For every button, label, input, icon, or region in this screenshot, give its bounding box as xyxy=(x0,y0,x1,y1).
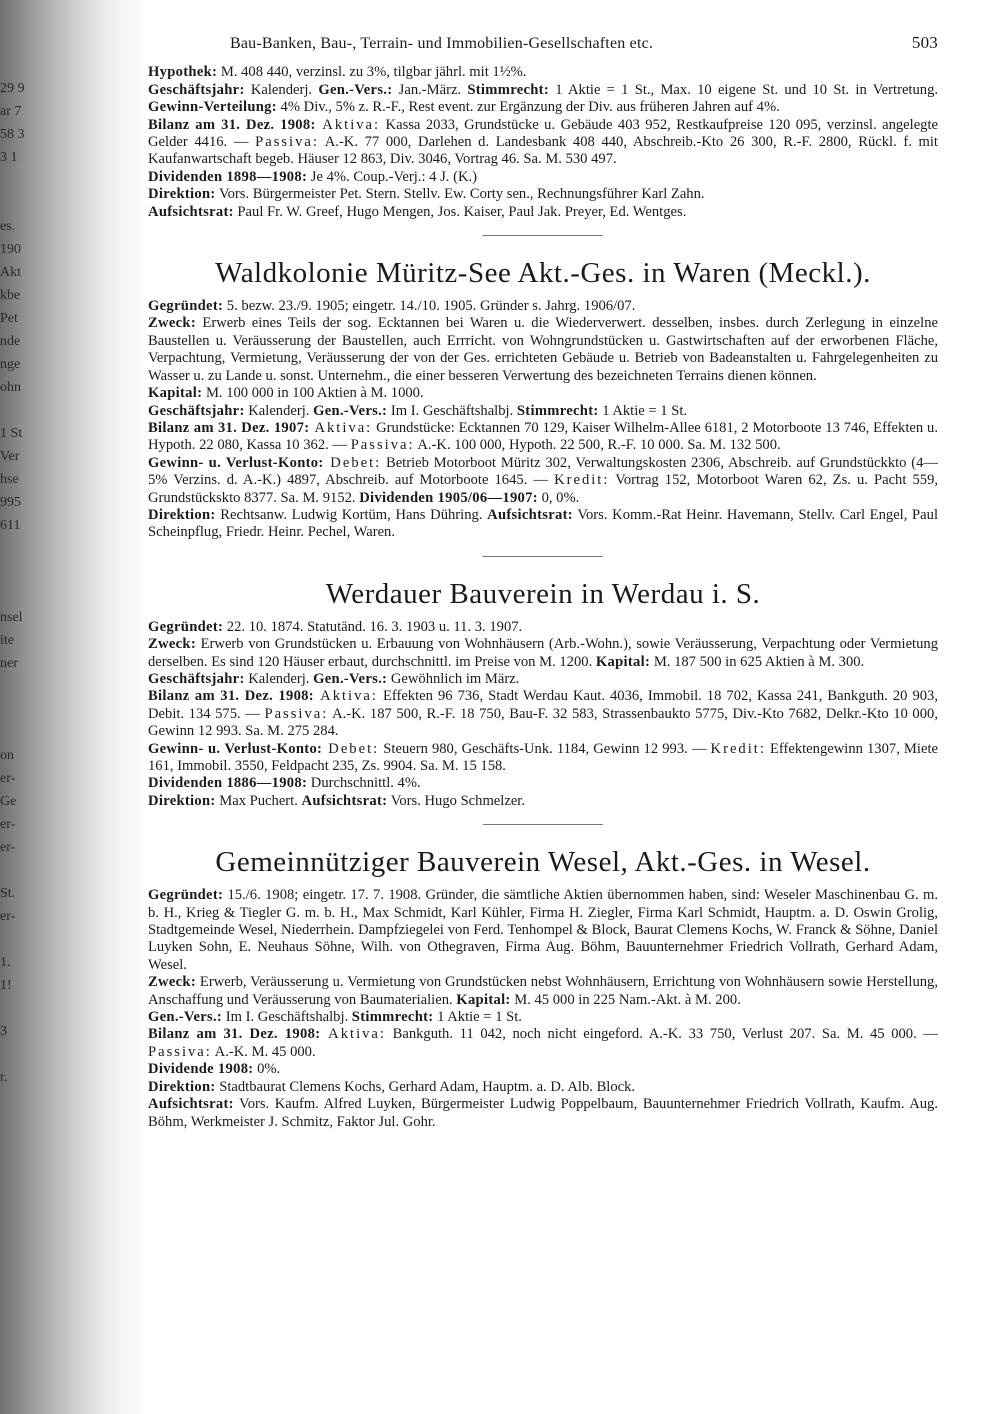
prev-page-fragment xyxy=(0,172,44,195)
field-label: Zweck: xyxy=(148,636,197,653)
prev-page-fragment: 190 xyxy=(0,242,21,257)
section-divider xyxy=(483,824,603,825)
spaced-label: Passiva: xyxy=(350,437,415,454)
prev-page-fragment: nde xyxy=(0,334,21,349)
section-divider xyxy=(483,556,603,557)
prev-page-fragment: ar 7 xyxy=(0,104,22,119)
prev-page-fragment: ite xyxy=(0,633,14,648)
prev-page-fragment xyxy=(0,701,44,724)
prev-page-fragment xyxy=(0,1046,44,1069)
prev-page-fragment xyxy=(0,1092,44,1115)
entry-paragraph xyxy=(148,385,938,402)
paragraph-text: Max Puchert. xyxy=(215,792,302,809)
prev-page-fragment xyxy=(0,540,44,563)
paragraph-text: Betrieb Motorboot Müritz 302, Verwaltungskosten 2306, Abschreib. auf Grundstückkto (4—5% Verzins. d. A.-K.) 4897, Abschreib. auf Motorboote 1645. — xyxy=(148,454,938,489)
paragraph-text: Gewöhnlich im März. xyxy=(387,670,520,687)
field-label: Kapital: xyxy=(595,653,651,670)
paragraph-text: Kassa 2033, Grundstücke u. Gebäude 403 952, Restkaufpreise 120 095, verzinsl. angelegte Gelder 4416. — xyxy=(148,116,938,151)
prev-page-fragment xyxy=(0,931,44,954)
paragraph-text: Vors. Kaufm. Alfred Luyken, Bürgermeister Ludwig Poppelbaum, Bauunternehmer Friedrich Vollrath, Kaufm. Aug. Böhm, Werkmeister J. Schmitz, Faktor Jul. Gohr. xyxy=(148,1096,938,1130)
paragraph-text: Erwerb eines Teils der sog. Ecktannen bei Waren u. die Wiederverwert. desselben, insbes. durch Zerlegung in einzelne Baustellen u. Veräusserung der Baustellen, auch Errricht. von Wohngrundstücken u. Gastwirtschaften auf der erworbenen Fläche, Verpachtung, Vermietung, Veräusserung der von der Ges. errichteten Gebäude u. Betrieb von Badeanstalten u. Fahrgelegenheiten zu Wasser u. zu Lande u. sonst. Unternehm., die einer besseren Verwertung des bezeichneten Terrains dienen können. xyxy=(148,315,938,384)
paragraph-text: Paul Fr. W. Greef, Hugo Mengen, Jos. Kaiser, Paul Jak. Preyer, Ed. Wentges. xyxy=(233,203,687,220)
paragraph-text: 0%. xyxy=(253,1061,281,1078)
field-label: Direktion: xyxy=(148,186,216,203)
paragraph-text: 1 Aktie = 1 St., Max. 10 eigene St. und 10 St. in Vertretung. xyxy=(549,81,939,98)
entries xyxy=(148,256,938,1131)
entry-paragraph xyxy=(148,64,938,81)
prev-page-fragment xyxy=(0,195,44,218)
paragraph-text: Effektengewinn 1307, Miete 161, Immobil. 3550, Feldpacht 235, Zs. 9904. Sa. M. 15 158. xyxy=(148,740,938,774)
previous-page-column xyxy=(0,80,44,1138)
prev-page-fragment xyxy=(0,724,44,747)
paragraph-text: Effekten 96 736, Stadt Werdau Kaut. 4036, Immobil. 18 702, Kassa 241, Bankguth. 20 903, Debit. 134 575. — xyxy=(148,688,939,722)
field-label: Gen.-Vers.: xyxy=(318,81,393,98)
entry-paragraph xyxy=(148,315,938,385)
field-label: Gewinn- u. Verlust-Konto: xyxy=(148,454,324,471)
spaced-label: Debet: xyxy=(322,740,380,757)
field-label: Zweck: xyxy=(148,974,197,991)
paragraph-text: Rechtsanw. Ludwig Kortüm, Hans Dühring. xyxy=(215,506,488,523)
spaced-label: Aktiva: xyxy=(313,688,378,705)
company-entry xyxy=(148,256,938,557)
field-label: Gen.-Vers.: xyxy=(313,402,388,419)
prev-page-fragment: es. xyxy=(0,219,16,234)
spaced-label: Debet: xyxy=(323,454,382,471)
prev-page-fragment: 1! xyxy=(0,978,12,993)
paragraph-text: Erwerb von Grundstücken u. Erbauung von Wohnhäusern (Arb.-Wohn.), sowie Veräusserung, Verpachtung oder Vermietung derselben. Es sind 120 Häuser erbaut, durchschnittl. im Preise von M. 1200. xyxy=(148,636,938,670)
paragraph-text: Vortrag 152, Motorboot Waren 62, Zs. u. Pacht 559, Grundstückskto 8377. Sa. M. 9152. xyxy=(148,472,939,506)
entry-paragraph xyxy=(148,671,938,688)
paragraph-text: A.-K. M. 45 000. xyxy=(211,1043,316,1060)
paragraph-text: 1 Aktie = 1 St. xyxy=(598,402,688,419)
prev-page-fragment: nge xyxy=(0,357,21,372)
paragraph-text: 1 Aktie = 1 St. xyxy=(433,1009,522,1026)
entry-paragraph xyxy=(148,420,938,455)
paragraph-text: 4% Div., 5% z. R.-F., Rest event. zur Ergänzung der Div. aus früheren Jahren auf 4%. xyxy=(276,99,780,116)
prev-page-fragment xyxy=(0,862,44,885)
paragraph-text: 0, 0%. xyxy=(537,489,580,506)
paragraph-text: M. 100 000 in 100 Aktien à M. 1000. xyxy=(202,385,424,402)
paragraph-text: Durchschnittl. 4%. xyxy=(307,775,421,792)
paragraph-text: Erwerb, Veräusserung u. Vermietung von Grundstücken nebst Wohnhäusern, Errichtung von Wohnhäusern sowie Herstellung, Anschaffung und Veräusserung von Baumaterialien. xyxy=(148,974,938,1008)
field-label: Geschäftsjahr: xyxy=(148,670,245,687)
paragraph-text: Kalenderj. xyxy=(244,402,314,419)
spaced-label: Kredit: xyxy=(554,472,610,489)
entry-paragraph xyxy=(148,741,938,776)
paragraph-text: Jan.-März. xyxy=(392,81,468,98)
paragraph-text: Stadtbaurat Clemens Kochs, Gerhard Adam, Hauptm. a. D. Alb. Block. xyxy=(215,1078,636,1095)
page xyxy=(148,34,938,1133)
field-label: Hypothek: xyxy=(148,64,218,81)
entry-paragraph xyxy=(148,403,938,420)
company-title: Waldkolonie Müritz-See Akt.-Ges. in Waren (Meckl.). xyxy=(215,257,871,290)
field-label: Dividende 1908: xyxy=(148,1061,254,1078)
field-label: Dividenden 1905/06—1907: xyxy=(359,489,538,506)
company-title: Werdauer Bauverein in Werdau i. S. xyxy=(325,577,761,610)
entry-paragraph xyxy=(148,1009,938,1026)
spaced-label: Passiva: xyxy=(148,1043,212,1060)
field-label: Gegründet: xyxy=(148,887,224,904)
entry-paragraph xyxy=(148,117,938,169)
prev-page-fragment: Ge xyxy=(0,794,17,809)
prev-page-fragment: 3 xyxy=(0,1024,7,1039)
spaced-label: Aktiva: xyxy=(320,1026,386,1043)
entry-paragraph xyxy=(148,1079,938,1096)
prev-page-fragment: er- xyxy=(0,771,16,786)
paragraph-text: Kalenderj. xyxy=(244,670,314,687)
prev-page-fragment xyxy=(0,586,44,609)
prev-page-fragment: St. xyxy=(0,886,16,901)
field-label: Dividenden 1886—1908: xyxy=(148,775,308,792)
field-label: Kapital: xyxy=(456,991,511,1008)
spaced-label: Aktiva: xyxy=(315,116,381,133)
entry-paragraph xyxy=(148,1026,938,1061)
field-label: Geschäftsjahr: xyxy=(148,402,245,419)
prev-page-fragment: Akt xyxy=(0,265,21,280)
field-label: Kapital: xyxy=(148,385,203,402)
prev-page-fragment: er- xyxy=(0,817,16,832)
paragraph-text: M. 45 000 in 225 Nam.-Akt. à M. 200. xyxy=(510,991,741,1008)
entry-paragraph xyxy=(148,974,938,1009)
prev-page-fragment: er- xyxy=(0,840,16,855)
paragraph-text: Steuern 980, Geschäfts-Unk. 1184, Gewinn 12 993. — xyxy=(379,740,711,757)
field-label: Zweck: xyxy=(148,315,197,332)
paragraph-text: Im I. Geschäftshalbj. xyxy=(387,402,517,419)
paragraph-text: Grundstücke: Ecktannen 70 129, Kaiser Wilhelm-Allee 6181, 2 Motorboote 13 746, Effekten u. Hypoth. 22 080, Kassa 10 362. — xyxy=(148,419,938,454)
spaced-label: Kredit: xyxy=(710,740,766,757)
page-number: 503 xyxy=(911,33,938,52)
entry-paragraph xyxy=(148,1096,938,1131)
field-label: Gegründet: xyxy=(148,298,224,315)
field-label: Stimmrecht: xyxy=(467,81,549,98)
company-entry xyxy=(148,577,938,825)
prev-page-fragment: r. xyxy=(0,1070,8,1085)
entry-paragraph xyxy=(148,775,938,792)
paragraph-text: 15./6. 1908; eingetr. 17. 7. 1908. Gründer, die sämtliche Aktien übernommen haben, sind: Weseler Maschinenbau G. m. b. H., Krieg & Tiegler G. m. b. H., Max Schmidt, Karl Kühler, Firma H. Ziegler, Firma Karl Schmidt, Hauptm. a. D. Oswin Grolig, Stadtgemeinde Wesel, Niederrhein. Dampfziegelei von Ferd. Tenhompel & Block, Baurat Clemens Kochs, W. Franck & Söhne, Daniel Luyken Sohn, E. Neuhaus Söhne, Wilh. von Othegraven, Firma Aug. Böhm, Bauunternehmer Friedrich Vollrath, Gerhard Adam, Wesel. xyxy=(148,887,938,973)
paragraph-text: Im I. Geschäftshalbj. xyxy=(222,1009,352,1026)
paragraph-text: Vors. Bürgermeister Pet. Stern. Stellv. Ew. Corty sen., Rechnungsführer Karl Zahn. xyxy=(215,186,705,203)
paragraph-text: A.-K. 100 000, Hypoth. 22 500, R.-F. 10 000. Sa. M. 132 500. xyxy=(414,437,781,454)
field-label: Aufsichtsrat: xyxy=(301,792,388,809)
paragraph-text: Vors. Hugo Schmelzer. xyxy=(387,792,525,809)
field-label: Bilanz am 31. Dez. 1908: xyxy=(148,116,316,133)
continued-entry xyxy=(148,64,938,236)
entry-paragraph xyxy=(148,636,938,671)
entry-paragraph xyxy=(148,887,938,974)
prev-page-fragment: on xyxy=(0,748,14,763)
prev-page-fragment: 1. xyxy=(0,955,11,970)
entry-paragraph xyxy=(148,186,938,203)
field-label: Direktion: xyxy=(148,506,216,523)
field-label: Bilanz am 31. Dez. 1908: xyxy=(148,1026,321,1043)
prev-page-fragment: nsel xyxy=(0,610,23,625)
paragraph-text: Kalenderj. xyxy=(244,81,319,98)
prev-page-fragment: Ver xyxy=(0,449,20,464)
entry-paragraph xyxy=(148,793,938,810)
field-label: Dividenden 1898—1908: xyxy=(148,168,308,185)
prev-page-fragment xyxy=(0,1000,44,1023)
running-title: Bau-Banken, Bau-, Terrain- und Immobilien-Gesellschaften etc. xyxy=(230,35,654,52)
entry-paragraph xyxy=(148,82,938,117)
prev-page-fragment: Pet xyxy=(0,311,18,326)
field-label: Bilanz am 31. Dez. 1908: xyxy=(148,688,314,705)
prev-page-fragment: ohn xyxy=(0,380,21,395)
company-entry xyxy=(148,845,938,1131)
field-label: Gen.-Vers.: xyxy=(148,1009,223,1026)
entry-paragraph xyxy=(148,169,938,186)
paragraph-text: Bankguth. 11 042, noch nicht eingeford. A.-K. 33 750, Verlust 207. Sa. M. 45 000. — xyxy=(385,1026,938,1043)
running-header xyxy=(148,34,938,52)
prev-page-fragment xyxy=(0,678,44,701)
field-label: Gewinn- u. Verlust-Konto: xyxy=(148,740,323,757)
entry-paragraph xyxy=(148,455,938,507)
prev-page-fragment: er- xyxy=(0,909,16,924)
paragraph-text: Je 4%. Coup.-Verj.: 4 J. (K.) xyxy=(307,168,477,185)
section-divider xyxy=(483,235,603,236)
field-label: Aufsichtsrat: xyxy=(487,506,573,523)
prev-page-fragment xyxy=(0,1115,44,1138)
field-label: Aufsichtsrat: xyxy=(148,1096,234,1113)
field-label: Gen.-Vers.: xyxy=(313,670,388,687)
field-label: Geschäftsjahr: xyxy=(148,81,245,98)
entry-paragraph xyxy=(148,298,938,315)
prev-page-fragment: kbe xyxy=(0,288,21,303)
entry-paragraph xyxy=(148,204,938,221)
spaced-label: Passiva: xyxy=(264,705,329,722)
prev-page-fragment: 29 9 xyxy=(0,81,25,96)
entry-paragraph xyxy=(148,688,938,740)
prev-page-fragment: 611 xyxy=(0,518,21,533)
prev-page-fragment: 3 1 xyxy=(0,150,18,165)
paragraph-text: M. 187 500 in 625 Aktien à M. 300. xyxy=(650,653,865,670)
spaced-label: Passiva: xyxy=(255,134,319,151)
field-label: Stimmrecht: xyxy=(516,402,599,419)
field-label: Bilanz am 31. Dez. 1907: xyxy=(148,419,310,436)
prev-page-fragment: hse xyxy=(0,472,19,487)
field-label: Direktion: xyxy=(148,792,216,809)
field-label: Stimmrecht: xyxy=(351,1009,434,1026)
prev-page-fragment xyxy=(0,402,44,425)
field-label: Gewinn-Verteilung: xyxy=(148,99,277,116)
prev-page-fragment: 995 xyxy=(0,495,21,510)
paragraph-text: A.-K. 77 000, Darlehen d. Landesbank 408 440, Abschreib.-Kto 26 300, R.-F. 2800, Rückl. f. mit Kaufanwartschaft begeb. Häuser 12 863, Div. 3046, Vortrag 46. Sa. M. 530 497. xyxy=(148,134,938,168)
entry-paragraph xyxy=(148,1061,938,1078)
entry-paragraph xyxy=(148,507,938,542)
prev-page-fragment: ner xyxy=(0,656,18,671)
paragraph-text: 22. 10. 1874. Statutänd. 16. 3. 1903 u. 11. 3. 1907. xyxy=(223,618,523,635)
entry-paragraph xyxy=(148,619,938,636)
field-label: Direktion: xyxy=(148,1078,216,1095)
paragraph-text: M. 408 440, verzinsl. zu 3%, tilgbar jährl. mit 1½%. xyxy=(217,64,527,81)
field-label: Aufsichtsrat: xyxy=(148,203,234,220)
company-title: Gemeinnütziger Bauverein Wesel, Akt.-Ges. in Wesel. xyxy=(215,846,871,879)
prev-page-fragment: 1 St xyxy=(0,426,23,441)
prev-page-fragment xyxy=(0,563,44,586)
field-label: Gegründet: xyxy=(148,618,224,635)
paragraph-text: Vors. Komm.-Rat Heinr. Havemann, Stellv. Carl Engel, Paul Scheinpflug, Friedr. Heinr. Pechel, Waren. xyxy=(148,506,938,541)
prev-page-fragment: 58 3 xyxy=(0,127,25,142)
paragraph-text: 5. bezw. 23./9. 1905; eingetr. 14./10. 1905. Gründer s. Jahrg. 1906/07. xyxy=(223,298,636,315)
spaced-label: Aktiva: xyxy=(309,419,373,436)
paragraph-text: A.-K. 187 500, R.-F. 18 750, Bau-F. 32 583, Strassenbaukto 5775, Div.-Kto 7682, Delkr.-Kto 10 000, Gewinn 12 993. Sa. M. 275 284. xyxy=(148,705,938,740)
